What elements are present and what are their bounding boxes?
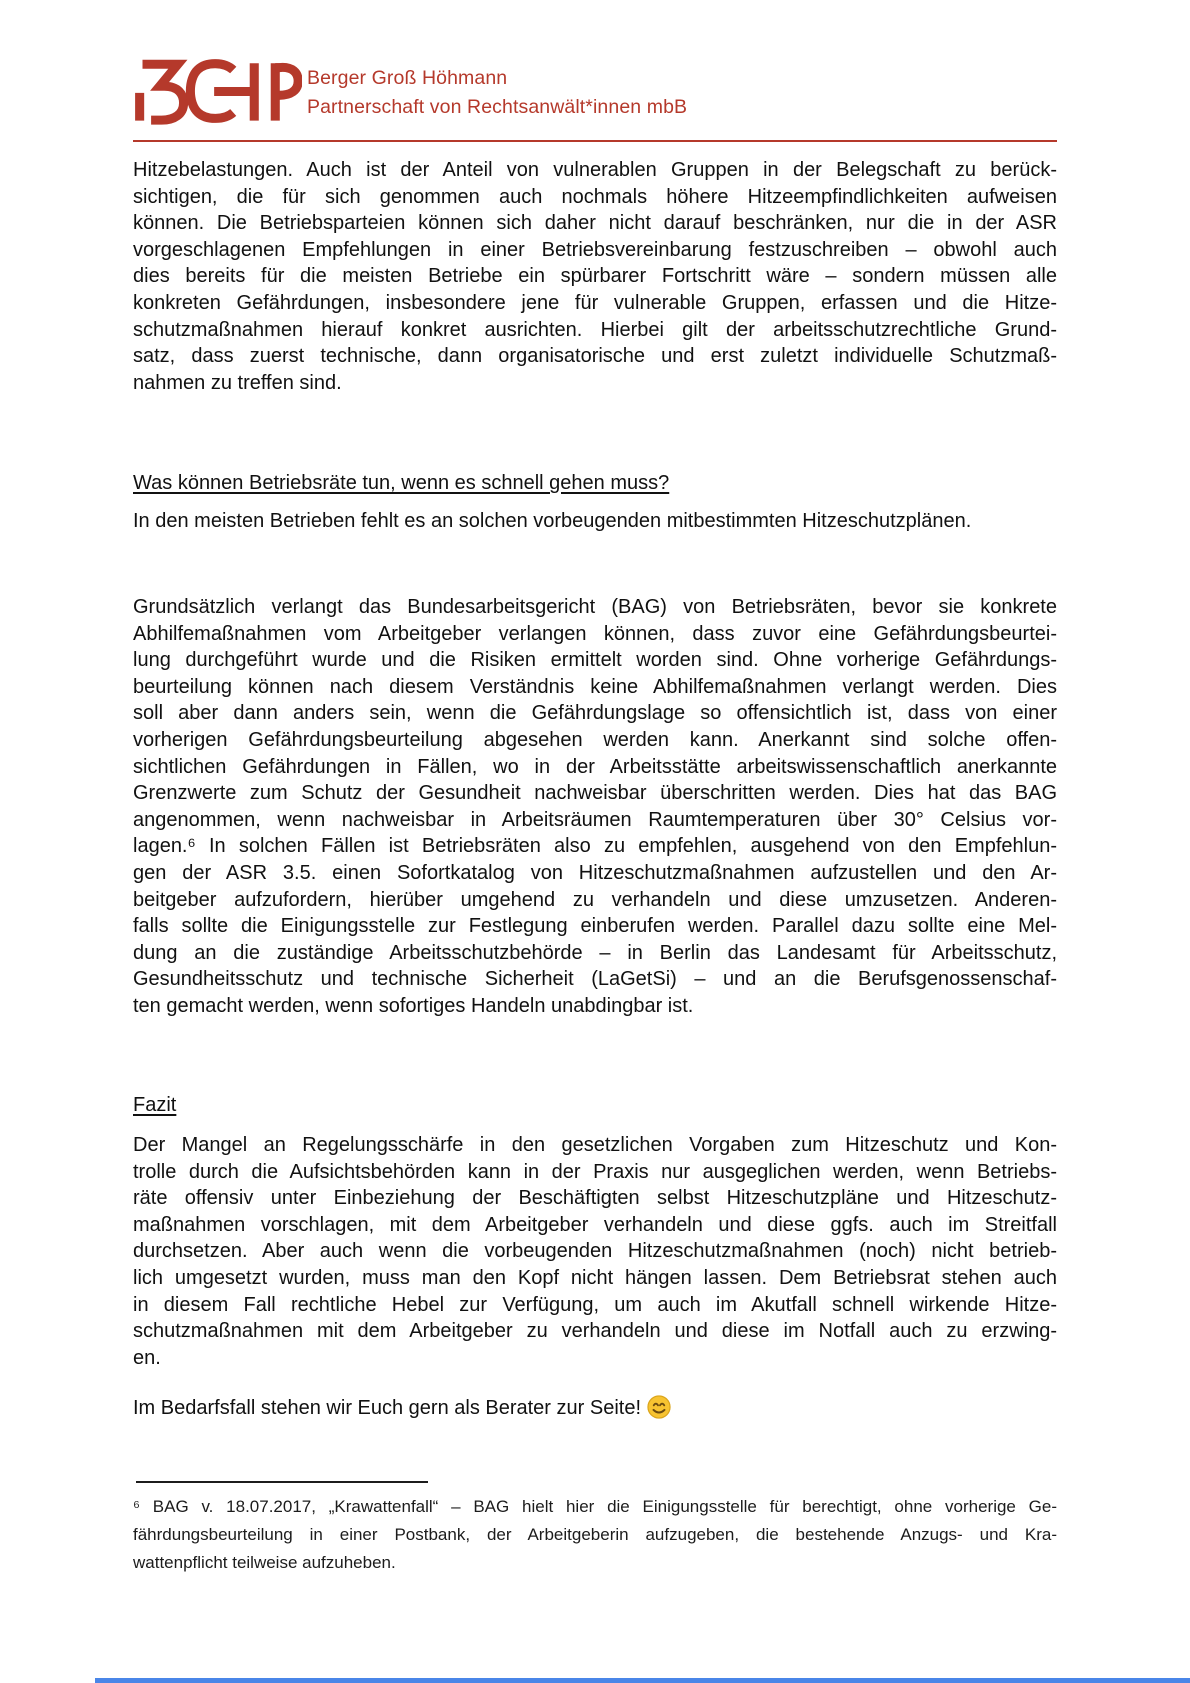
section-heading-fazit: Fazit (133, 1094, 177, 1116)
text-line: Grenzwerte zum Schutz der Gesundheit nachweisbar überschritten werden. Dies hat das BAG (133, 782, 1057, 805)
text-line: ten gemacht werden, wenn sofortiges Handeln unabdingbar ist. (133, 994, 694, 1017)
bghp-logo (132, 55, 302, 127)
footnote-divider (136, 1481, 428, 1483)
text-line: Gesundheitsschutz und technische Sicherheit (LaGetSi) – und an die Berufsgenossenschaf- (133, 968, 1057, 991)
text-line: ⁶ BAG v. 18.07.2017, „Krawattenfall“ – BAG hielt hier die Einigungsstelle für berechtigt, ohne vorherige Ge- (133, 1497, 1057, 1516)
paragraph-fazit (133, 1132, 1057, 1371)
header-divider (133, 140, 1057, 142)
text-line: schutzmaßnahmen hierauf konkret ausrichten. Hierbei gilt der arbeitsschutzrechtliche Grund- (133, 318, 1057, 341)
letterhead-company (307, 64, 687, 122)
text-line: schutzmaßnahmen mit dem Arbeitgeber zu verhandeln und diese im Notfall auch zu erzwing- (133, 1320, 1057, 1343)
section-heading-betriebsraete: Was können Betriebsräte tun, wenn es schnell gehen muss? (133, 472, 670, 494)
text-line: nahmen zu treffen sind. (133, 371, 342, 394)
text-line: lung durchgeführt wurde und die Risiken ermittelt worden sind. Ohne vorherige Gefährdungs- (133, 649, 1057, 672)
text-line: beitgeber aufzufordern, hierüber umgehend zu verhandeln und diese umzusetzen. Anderen- (133, 888, 1057, 911)
paragraph-bag-gefaehrdungsbeurteilung (133, 594, 1057, 1020)
text-line: beurteilung können nach diesem Verständnis keine Abhilfemaßnahmen verlangt werden. Dies (133, 675, 1057, 698)
text-line: falls sollte die Einigungsstelle zur Festlegung einberufen werden. Parallel dazu sollte eine Mel- (133, 915, 1057, 938)
text-line: soll aber dann anders sein, wenn die Gefährdungslage so offensichtlich ist, dass von einer (133, 702, 1057, 725)
text-line: sichtlichen Gefährdungen in Fällen, wo in der Arbeitsstätte arbeitswissenschaftlich anerkannte (133, 755, 1057, 778)
closing-text: Im Bedarfsfall stehen wir Euch gern als Berater zur Seite! (133, 1397, 642, 1419)
logo-stroke-b-bowl (143, 64, 184, 120)
bottom-blue-bar (95, 1678, 1190, 1683)
text-line: vorgeschlagenen Empfehlungen in einer Betriebsvereinbarung festzuschreiben – obwohl auch (133, 238, 1057, 261)
text-line: Hitzebelastungen. Auch ist der Anteil von vulnerablen Gruppen in der Belegschaft zu berück- (133, 159, 1057, 181)
text-line: durchsetzen. Aber auch wenn die vorbeugenden Hitzeschutzmaßnahmen (noch) nicht betrieb- (133, 1240, 1057, 1263)
text-line: dung an die zuständige Arbeitsschutzbehörde – in Berlin das Landesamt für Arbeitsschutz, (133, 941, 1057, 964)
company-legal-form: Partnerschaft von Rechtsanwält*innen mbB (307, 96, 688, 118)
text-line: fährdungsbeurteilung in einer Postbank, der Arbeitgeberin aufzugeben, die bestehende Anzugs- und Kra- (133, 1525, 1057, 1544)
smiling-face-emoji (647, 1395, 671, 1419)
text-line: Abhilfemaßnahmen vom Arbeitgeber verlangen können, dass zuvor eine Gefährdungsbeurtei- (133, 622, 1057, 645)
text-line: gen der ASR 3.5. einen Sofortkatalog von Hitzeschutzmaßnahmen aufzustellen und den Ar- (133, 861, 1057, 884)
text-line: können. Die Betriebsparteien können sich daher nicht darauf beschränken, nur die in der ASR (133, 212, 1057, 235)
text-line: lich umgesetzt wurden, muss man den Kopf nicht hängen lassen. Dem Betriebsrat stehen auch (133, 1266, 1057, 1289)
paragraph-closing (133, 1395, 1057, 1422)
text-line: in diesem Fall rechtliche Hebel zur Verfügung, um auch im Akutfall schnell wirkende Hitze- (133, 1293, 1057, 1316)
text-line: wattenpflicht teilweise aufzuheben. (133, 1553, 396, 1572)
text-line: sichtigen, die für sich genommen auch nochmals höhere Hitzeempfindlichkeiten aufweisen (133, 185, 1057, 208)
text-line: satz, dass zuerst technische, dann organisatorische und erst zuletzt individuelle Schutzmaß- (133, 345, 1057, 368)
text-line: Grundsätzlich verlangt das Bundesarbeitsgericht (BAG) von Betriebsräten, bevor sie konkrete (133, 596, 1057, 618)
paragraph-hitzeschutzplaene: In den meisten Betrieben fehlt es an solchen vorbeugenden mitbestimmten Hitzeschutzplänen. (133, 510, 972, 532)
text-line: angenommen, wenn nachweisbar in Arbeitsräumen Raumtemperaturen über 30° Celsius vor- (133, 808, 1057, 831)
text-line: räte offensiv unter Einbeziehung der Beschäftigten selbst Hitzeschutzpläne und Hitzeschutz- (133, 1187, 1057, 1210)
text-line: lagen.⁶ In solchen Fällen ist Betriebsräten also zu empfehlen, ausgehend von den Empfehlun- (133, 835, 1057, 858)
company-name: Berger Groß Höhmann (307, 67, 508, 89)
text-line: vorherigen Gefährdungsbeurteilung abgesehen werden kann. Anerkannt sind solche offen- (133, 728, 1057, 751)
text-line: Der Mangel an Regelungsschärfe in den gesetzlichen Vorgaben zum Hitzeschutz und Kon- (133, 1134, 1057, 1156)
footnote-bag-krawattenfall (133, 1493, 1057, 1577)
text-line: trolle durch die Aufsichtsbehörden kann in der Praxis nur ausgeglichen werden, wenn Betriebs- (133, 1160, 1057, 1183)
text-line: konkreten Gefährdungen, insbesondere jene für vulnerable Gruppen, erfassen und die Hitze- (133, 291, 1057, 314)
text-line: en. (133, 1346, 161, 1369)
paragraph-hitzebelastungen (133, 157, 1057, 396)
text-line: maßnahmen vorschlagen, mit dem Arbeitgeber verhandeln und diese ggfs. auch im Streitfall (133, 1213, 1057, 1236)
text-line: dies bereits für die meisten Betriebe ein spürbarer Fortschritt wäre – sondern müssen alle (133, 265, 1057, 288)
